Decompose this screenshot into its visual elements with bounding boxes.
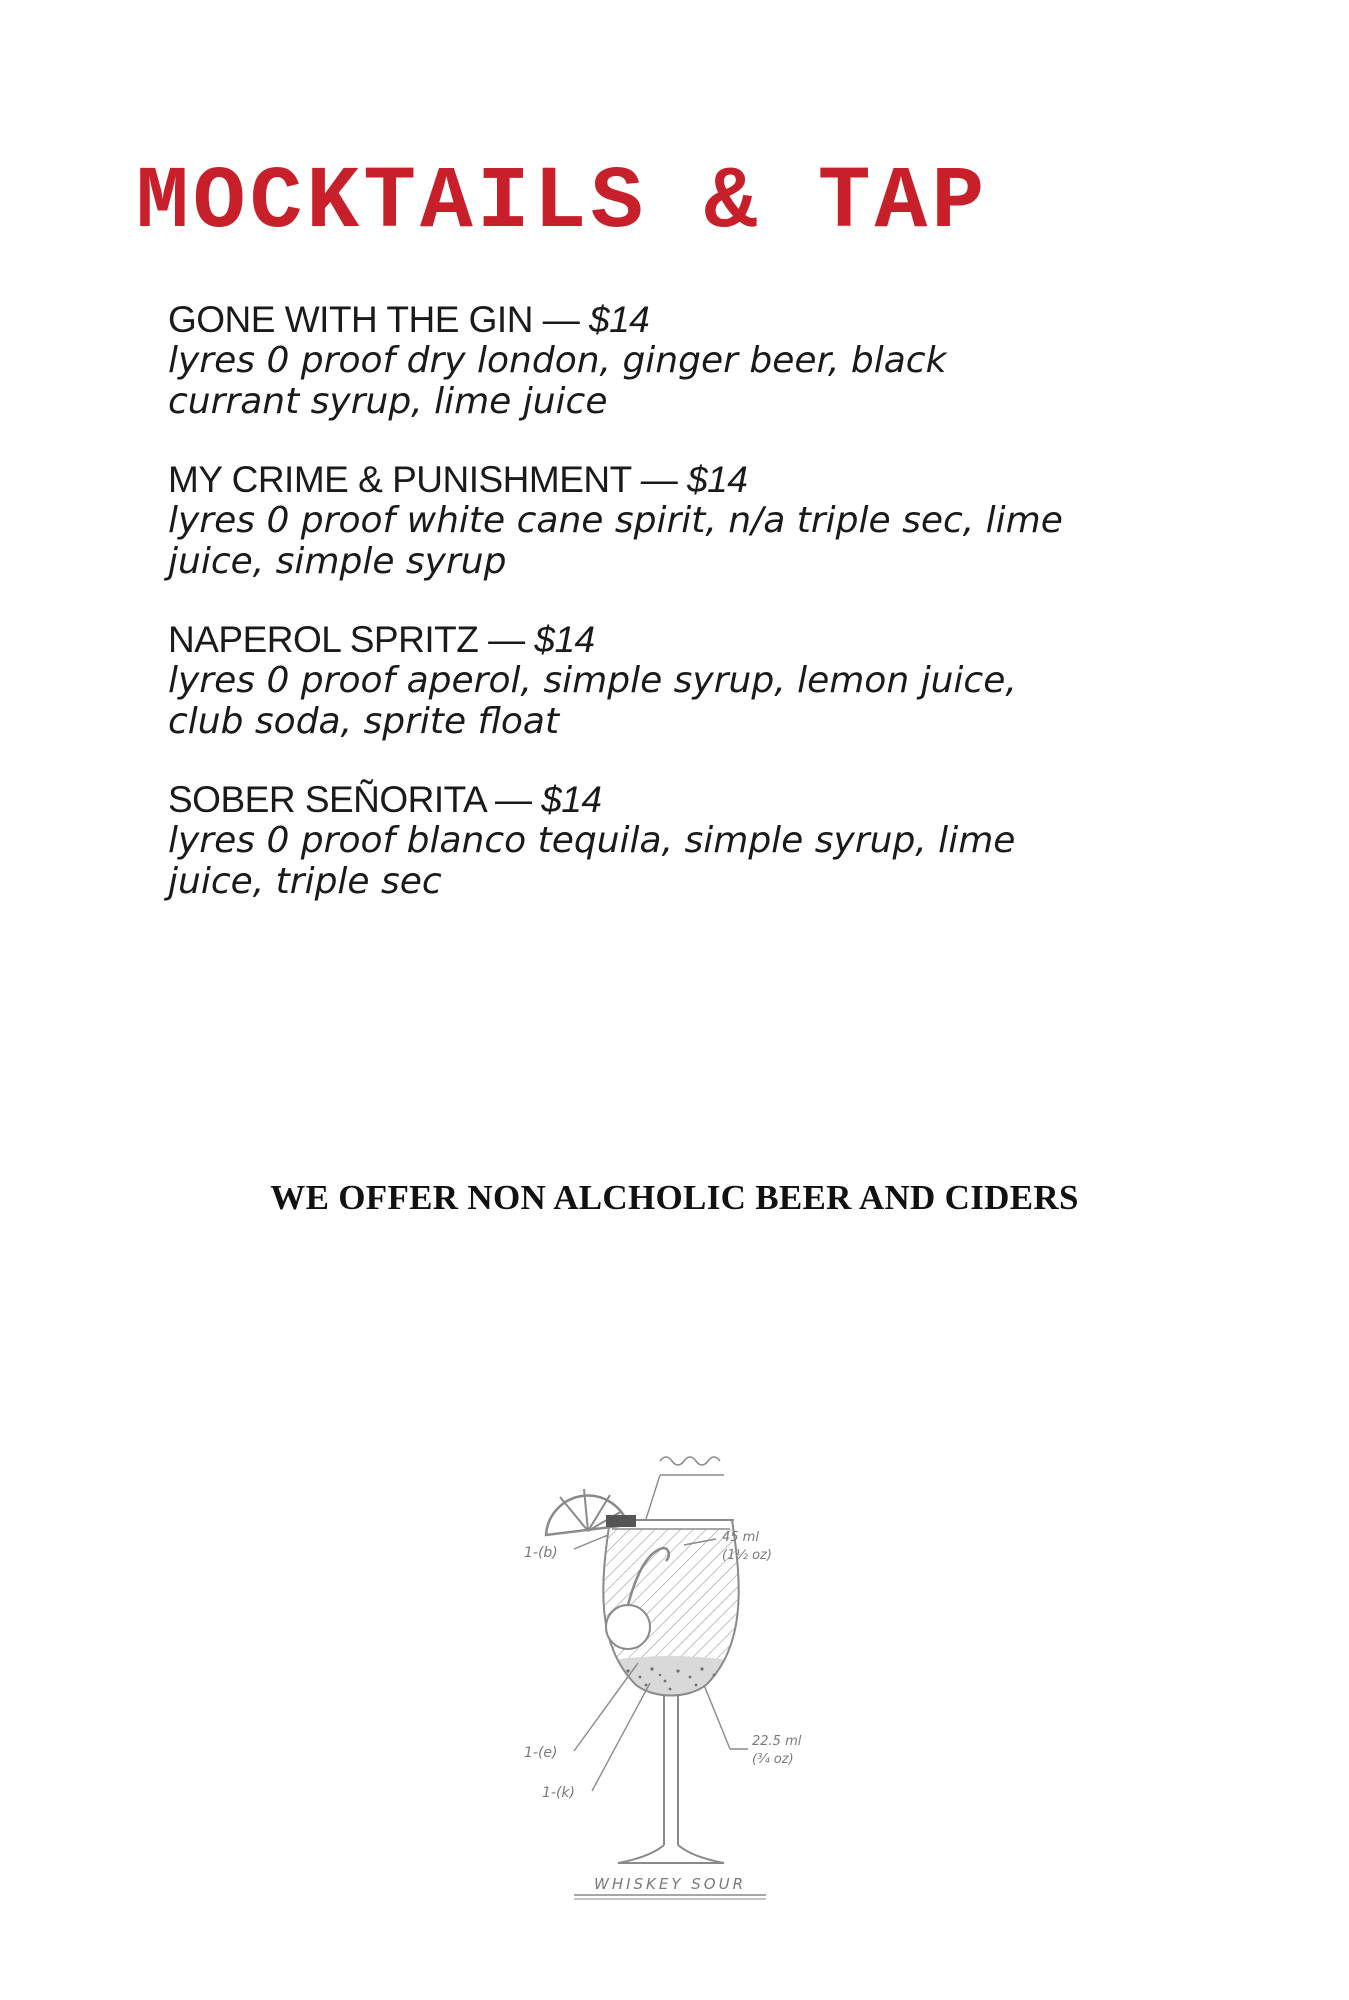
item-dash: — xyxy=(478,619,535,660)
beer-cider-notice: WE OFFER NON ALCHOLIC BEER AND CIDERS xyxy=(270,1178,1079,1217)
item-description: lyres 0 proof aperol, simple syrup, lemon juice, club soda, sprite float xyxy=(168,660,1017,742)
item-description: lyres 0 proof dry london, ginger beer, black currant syrup, lime juice xyxy=(168,340,947,422)
item-name: MY CRIME & PUNISHMENT xyxy=(168,459,632,500)
item-description: lyres 0 proof blanco tequila, simple syrup, lime juice, triple sec xyxy=(168,820,1016,902)
menu-list xyxy=(168,300,1168,940)
item-price: $14 xyxy=(687,459,748,500)
menu-item xyxy=(168,780,1168,902)
menu-title: MOCKTAILS & TAP xyxy=(136,154,989,253)
menu-item xyxy=(168,300,1168,422)
item-name: GONE WITH THE GIN xyxy=(168,299,533,340)
label-b: 1-(b) xyxy=(524,1545,558,1561)
label-bottom-volume-oz: (¾ oz) xyxy=(752,1752,794,1767)
item-name: NAPEROL SPRITZ xyxy=(168,619,479,660)
glass-base xyxy=(618,1845,724,1863)
menu-item xyxy=(168,460,1168,582)
label-k: 1-(k) xyxy=(542,1785,575,1801)
illustration-caption: WHISKEY SOUR xyxy=(593,1875,747,1893)
label-top-volume-oz: (1½ oz) xyxy=(722,1548,772,1563)
item-price: $14 xyxy=(541,779,602,820)
menu-item xyxy=(168,620,1168,742)
item-name: SOBER SEÑORITA xyxy=(168,779,486,820)
cherry xyxy=(606,1605,650,1649)
label-top-volume: 45 ml xyxy=(722,1530,759,1545)
whiskey-sour-illustration xyxy=(510,1445,870,1900)
item-dash: — xyxy=(631,459,688,500)
item-price: $14 xyxy=(534,619,595,660)
item-description: lyres 0 proof white cane spirit, n/a triple sec, lime juice, simple syrup xyxy=(168,500,1063,582)
label-e: 1-(e) xyxy=(524,1745,558,1761)
item-dash: — xyxy=(485,779,542,820)
item-dash: — xyxy=(532,299,589,340)
item-price: $14 xyxy=(589,299,650,340)
label-bottom-volume: 22.5 ml xyxy=(752,1734,802,1749)
